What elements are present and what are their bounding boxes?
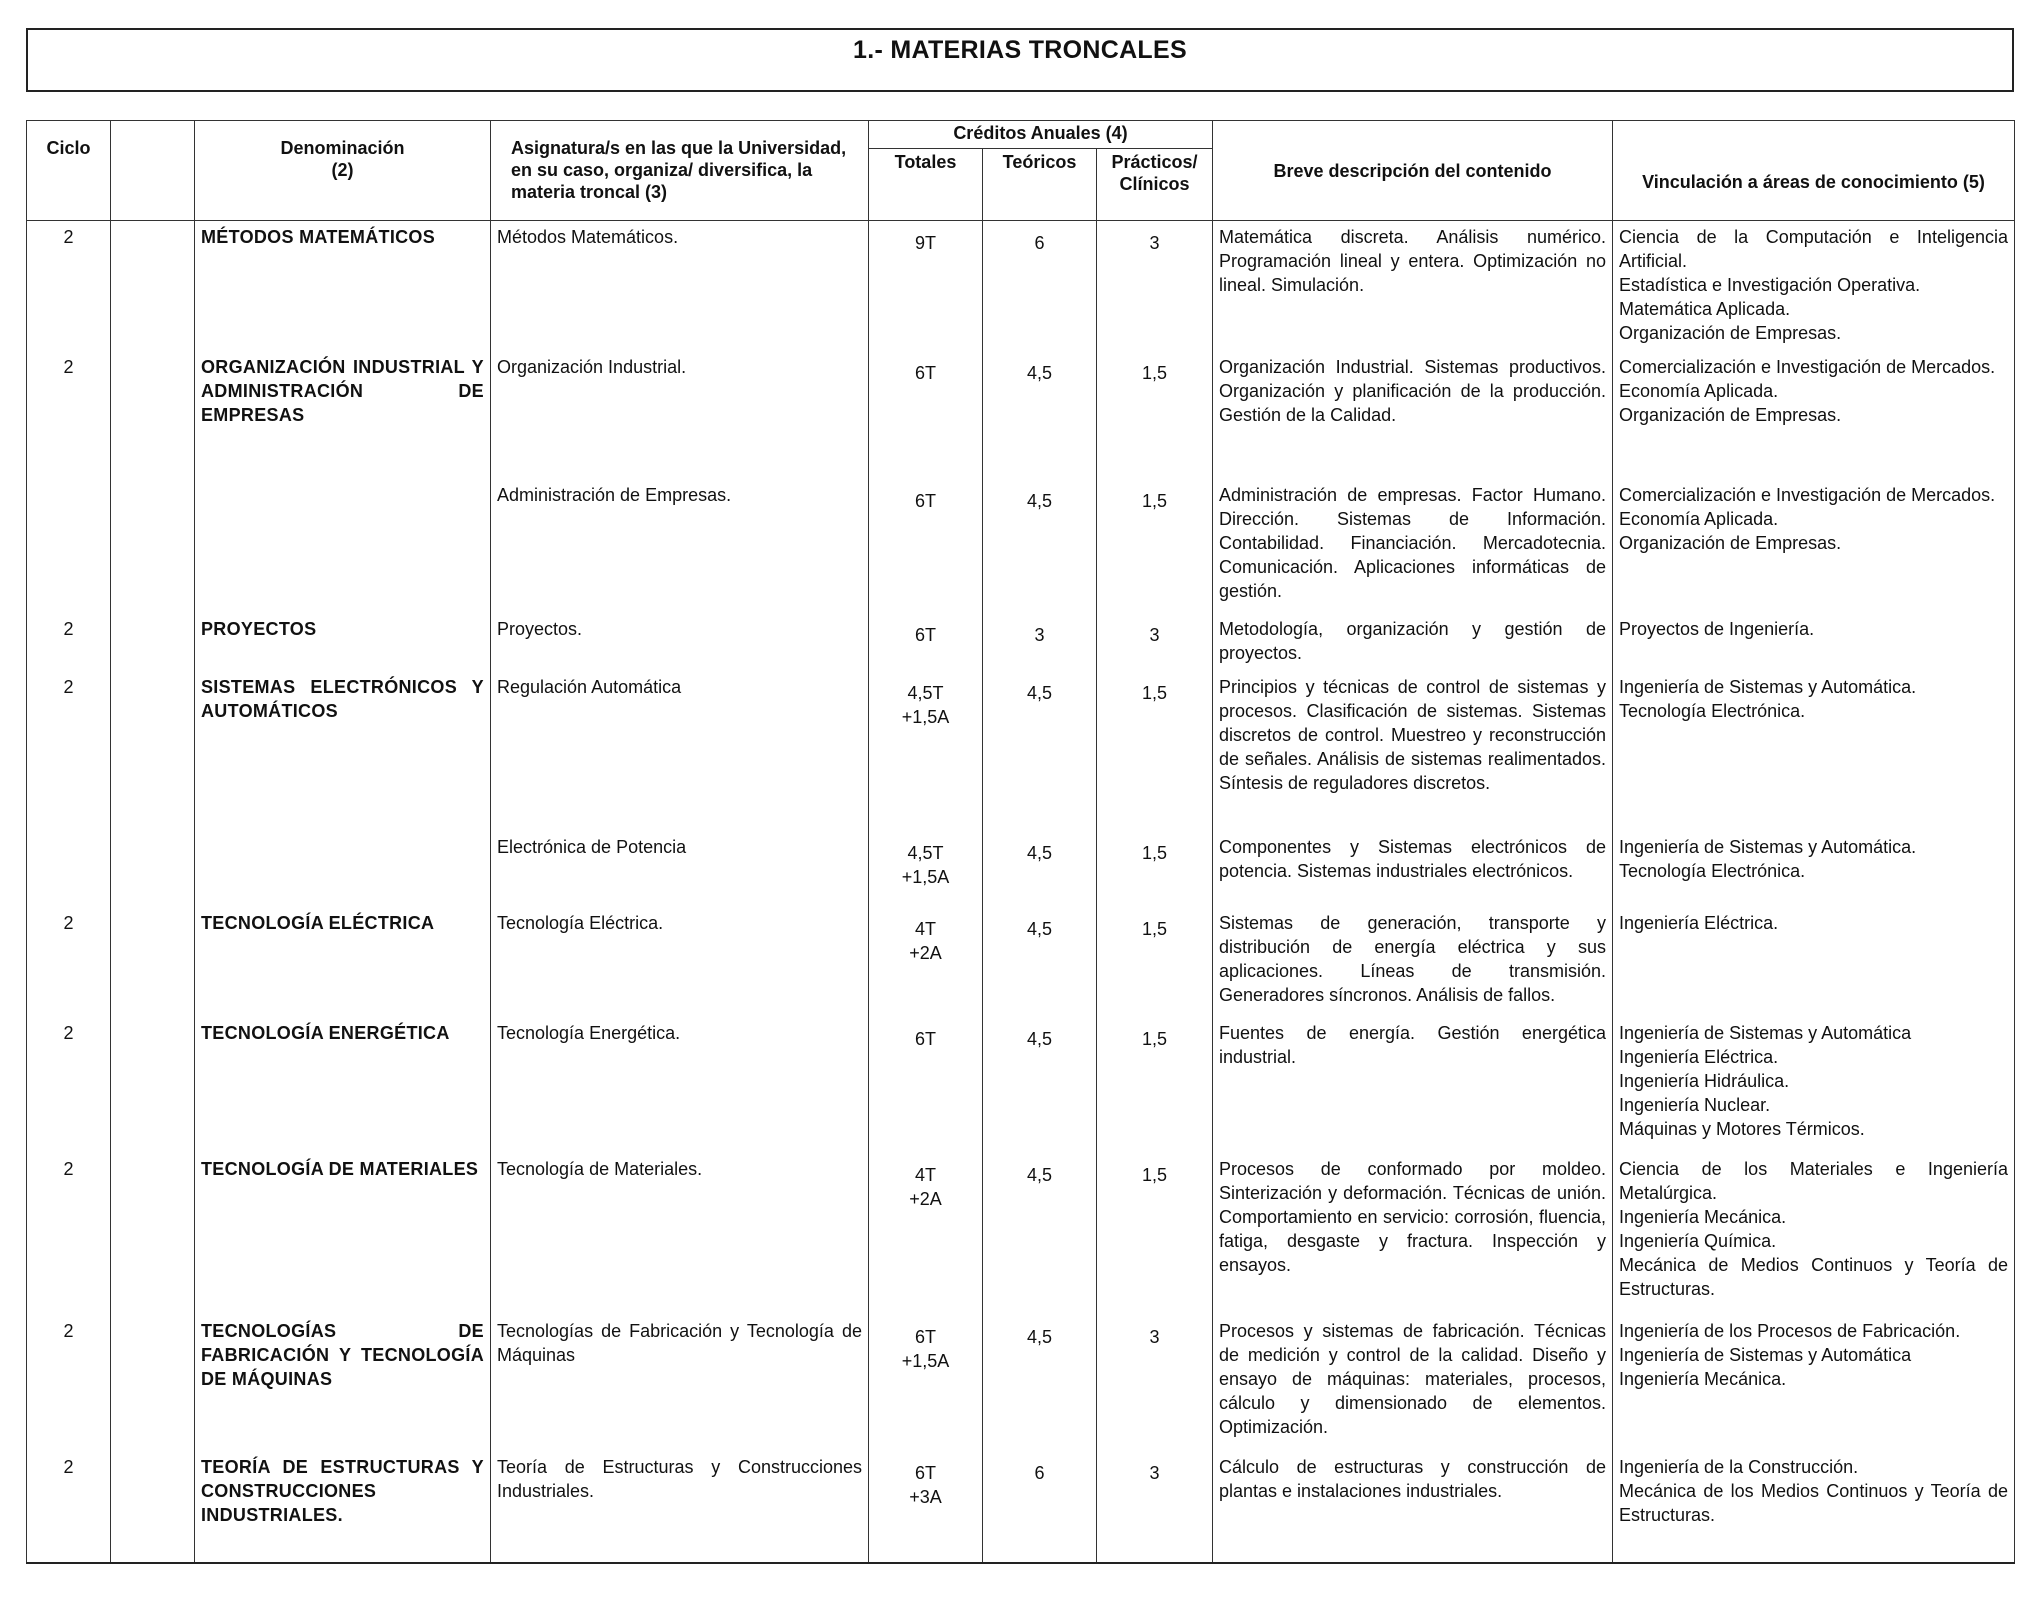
row-teoricos: 3	[983, 613, 1097, 671]
row-denominacion: ORGANIZACIÓN INDUSTRIAL Y ADMINISTRACIÓN DE EMPRESAS	[195, 351, 491, 479]
row-totales: 6T	[869, 351, 983, 479]
row-asignatura: Administración de Empresas.	[491, 479, 869, 613]
table-row	[27, 613, 2015, 671]
row-descripcion: Principios y técnicas de control de sistemas y procesos. Clasificación de sistemas. Sistemas discretos de control. Muestreo y reconstrucción de señales. Análisis de sistemas realimentados. Síntesis de reguladores discretos.	[1213, 671, 1613, 831]
row-practicos: 3	[1097, 1315, 1213, 1451]
row-practicos: 3	[1097, 613, 1213, 671]
header-ciclo: Ciclo	[27, 121, 111, 221]
row-descripcion: Organización Industrial. Sistemas productivos. Organización y planificación de la producción. Gestión de la Calidad.	[1213, 351, 1613, 479]
row-asignatura: Tecnologías de Fabricación y Tecnología de Máquinas	[491, 1315, 869, 1451]
row-teoricos: 4,5	[983, 671, 1097, 831]
row-descripcion: Administración de empresas. Factor Humano. Dirección. Sistemas de Información. Contabilidad. Financiación. Mercadotecnia. Comunicación. Aplicaciones informáticas de gestión.	[1213, 479, 1613, 613]
table-body	[27, 221, 2015, 1564]
row-vinculacion: Ingeniería Eléctrica.	[1613, 907, 2015, 1017]
row-practicos: 3	[1097, 221, 1213, 352]
row-blank	[111, 831, 195, 907]
row-totales: 6T	[869, 613, 983, 671]
header-creditos: Créditos Anuales (4)	[869, 121, 1213, 149]
header-denominacion: Denominación (2)	[195, 121, 491, 221]
row-descripcion: Sistemas de generación, transporte y distribución de energía eléctrica y sus aplicaciones. Líneas de transmisión. Generadores síncronos. Análisis de fallos.	[1213, 907, 1613, 1017]
row-ciclo: 2	[27, 671, 111, 831]
row-ciclo: 2	[27, 613, 111, 671]
row-descripcion: Matemática discreta. Análisis numérico. Programación lineal y entera. Optimización no lineal. Simulación.	[1213, 221, 1613, 352]
row-vinculacion: Ingeniería de la Construcción. Mecánica de los Medios Continuos y Teoría de Estructuras.	[1613, 1451, 2015, 1563]
row-blank	[111, 907, 195, 1017]
row-ciclo: 2	[27, 351, 111, 479]
header-vinculacion: Vinculación a áreas de conocimiento (5)	[1613, 121, 2015, 221]
row-blank	[111, 1153, 195, 1315]
table-row	[27, 221, 2015, 352]
row-practicos: 1,5	[1097, 1017, 1213, 1153]
row-asignatura: Tecnología Energética.	[491, 1017, 869, 1153]
row-teoricos: 4,5	[983, 351, 1097, 479]
table-row	[27, 479, 2015, 613]
row-practicos: 3	[1097, 1451, 1213, 1563]
row-blank	[111, 221, 195, 352]
table-header	[27, 121, 2015, 221]
row-totales: 4T +2A	[869, 1153, 983, 1315]
row-asignatura: Electrónica de Potencia	[491, 831, 869, 907]
row-practicos: 1,5	[1097, 351, 1213, 479]
row-practicos: 1,5	[1097, 671, 1213, 831]
table-row	[27, 1017, 2015, 1153]
row-descripcion: Procesos de conformado por moldeo. Sinterización y deformación. Técnicas de unión. Comportamiento en servicio: corrosión, fluencia, fatiga, desgaste y fractura. Inspección y ensayos.	[1213, 1153, 1613, 1315]
row-asignatura: Tecnología Eléctrica.	[491, 907, 869, 1017]
row-vinculacion: Ciencia de los Materiales e Ingeniería Metalúrgica. Ingeniería Mecánica. Ingeniería Química. Mecánica de Medios Continuos y Teoría de Estructuras.	[1613, 1153, 2015, 1315]
row-totales: 6T	[869, 1017, 983, 1153]
row-teoricos: 4,5	[983, 831, 1097, 907]
row-totales: 9T	[869, 221, 983, 352]
row-totales: 4T +2A	[869, 907, 983, 1017]
header-totales: Totales	[869, 149, 983, 221]
row-blank	[111, 1017, 195, 1153]
row-totales: 6T +3A	[869, 1451, 983, 1563]
row-descripcion: Metodología, organización y gestión de proyectos.	[1213, 613, 1613, 671]
row-denominacion	[195, 831, 491, 907]
row-denominacion	[195, 479, 491, 613]
row-vinculacion: Comercialización e Investigación de Mercados. Economía Aplicada. Organización de Empresas.	[1613, 479, 2015, 613]
row-teoricos: 4,5	[983, 907, 1097, 1017]
row-ciclo: 2	[27, 907, 111, 1017]
row-denominacion: TEORÍA DE ESTRUCTURAS Y CONSTRUCCIONES INDUSTRIALES.	[195, 1451, 491, 1563]
row-vinculacion: Ingeniería de Sistemas y Automática. Tecnología Electrónica.	[1613, 831, 2015, 907]
row-totales: 4,5T +1,5A	[869, 671, 983, 831]
materias-table	[26, 120, 2015, 1564]
row-vinculacion: Ingeniería de Sistemas y Automática Ingeniería Eléctrica. Ingeniería Hidráulica. Ingeniería Nuclear. Máquinas y Motores Térmicos.	[1613, 1017, 2015, 1153]
row-ciclo	[27, 479, 111, 613]
row-descripcion: Componentes y Sistemas electrónicos de potencia. Sistemas industriales electrónicos.	[1213, 831, 1613, 907]
row-teoricos: 4,5	[983, 1315, 1097, 1451]
header-practicos: Prácticos/ Clínicos	[1097, 149, 1213, 221]
row-ciclo: 2	[27, 1017, 111, 1153]
row-vinculacion: Ingeniería de los Procesos de Fabricación. Ingeniería de Sistemas y Automática Ingeniería Mecánica.	[1613, 1315, 2015, 1451]
row-asignatura: Teoría de Estructuras y Construcciones Industriales.	[491, 1451, 869, 1563]
row-teoricos: 4,5	[983, 1017, 1097, 1153]
row-denominacion: TECNOLOGÍA DE MATERIALES	[195, 1153, 491, 1315]
row-ciclo: 2	[27, 221, 111, 352]
row-blank	[111, 1451, 195, 1563]
row-asignatura: Proyectos.	[491, 613, 869, 671]
table-row	[27, 671, 2015, 831]
row-practicos: 1,5	[1097, 479, 1213, 613]
row-denominacion: SISTEMAS ELECTRÓNICOS Y AUTOMÁTICOS	[195, 671, 491, 831]
row-blank	[111, 1315, 195, 1451]
row-blank	[111, 351, 195, 479]
row-blank	[111, 613, 195, 671]
table-row	[27, 1451, 2015, 1563]
header-descripcion: Breve descripción del contenido	[1213, 121, 1613, 221]
row-totales: 6T +1,5A	[869, 1315, 983, 1451]
row-teoricos: 4,5	[983, 479, 1097, 613]
row-totales: 6T	[869, 479, 983, 613]
row-totales: 4,5T +1,5A	[869, 831, 983, 907]
row-vinculacion: Comercialización e Investigación de Mercados. Economía Aplicada. Organización de Empresas.	[1613, 351, 2015, 479]
row-descripcion: Fuentes de energía. Gestión energética industrial.	[1213, 1017, 1613, 1153]
row-practicos: 1,5	[1097, 831, 1213, 907]
row-vinculacion: Proyectos de Ingeniería.	[1613, 613, 2015, 671]
row-descripcion: Cálculo de estructuras y construcción de plantas e instalaciones industriales.	[1213, 1451, 1613, 1563]
title-box	[26, 28, 2014, 92]
table-row	[27, 831, 2015, 907]
table-row	[27, 351, 2015, 479]
row-vinculacion: Ingeniería de Sistemas y Automática. Tecnología Electrónica.	[1613, 671, 2015, 831]
table-row	[27, 1315, 2015, 1451]
row-denominacion: TECNOLOGÍAS DE FABRICACIÓN Y TECNOLOGÍA DE MÁQUINAS	[195, 1315, 491, 1451]
row-teoricos: 6	[983, 221, 1097, 352]
row-ciclo: 2	[27, 1315, 111, 1451]
row-practicos: 1,5	[1097, 907, 1213, 1017]
row-denominacion: TECNOLOGÍA ELÉCTRICA	[195, 907, 491, 1017]
table-row	[27, 1153, 2015, 1315]
row-asignatura: Métodos Matemáticos.	[491, 221, 869, 352]
page-title: 1.- MATERIAS TRONCALES	[853, 36, 1187, 64]
document-sheet	[26, 28, 2014, 1564]
row-ciclo: 2	[27, 1451, 111, 1563]
table-row	[27, 907, 2015, 1017]
row-ciclo	[27, 831, 111, 907]
row-denominacion: TECNOLOGÍA ENERGÉTICA	[195, 1017, 491, 1153]
row-denominacion: PROYECTOS	[195, 613, 491, 671]
row-blank	[111, 479, 195, 613]
row-denominacion: MÉTODOS MATEMÁTICOS	[195, 221, 491, 352]
header-asignaturas: Asignatura/s en las que la Universidad, en su caso, organiza/ diversifica, la materia troncal (3)	[491, 121, 869, 221]
row-blank	[111, 671, 195, 831]
row-asignatura: Tecnología de Materiales.	[491, 1153, 869, 1315]
header-teoricos: Teóricos	[983, 149, 1097, 221]
row-ciclo: 2	[27, 1153, 111, 1315]
row-descripcion: Procesos y sistemas de fabricación. Técnicas de medición y control de la calidad. Diseño y ensayo de máquinas: materiales, procesos, cálculo y dimensionado de elementos. Optimización.	[1213, 1315, 1613, 1451]
row-asignatura: Organización Industrial.	[491, 351, 869, 479]
row-practicos: 1,5	[1097, 1153, 1213, 1315]
header-blank	[111, 121, 195, 221]
row-teoricos: 6	[983, 1451, 1097, 1563]
row-asignatura: Regulación Automática	[491, 671, 869, 831]
row-teoricos: 4,5	[983, 1153, 1097, 1315]
row-vinculacion: Ciencia de la Computación e Inteligencia Artificial. Estadística e Investigación Operativa. Matemática Aplicada. Organización de Empresas.	[1613, 221, 2015, 352]
